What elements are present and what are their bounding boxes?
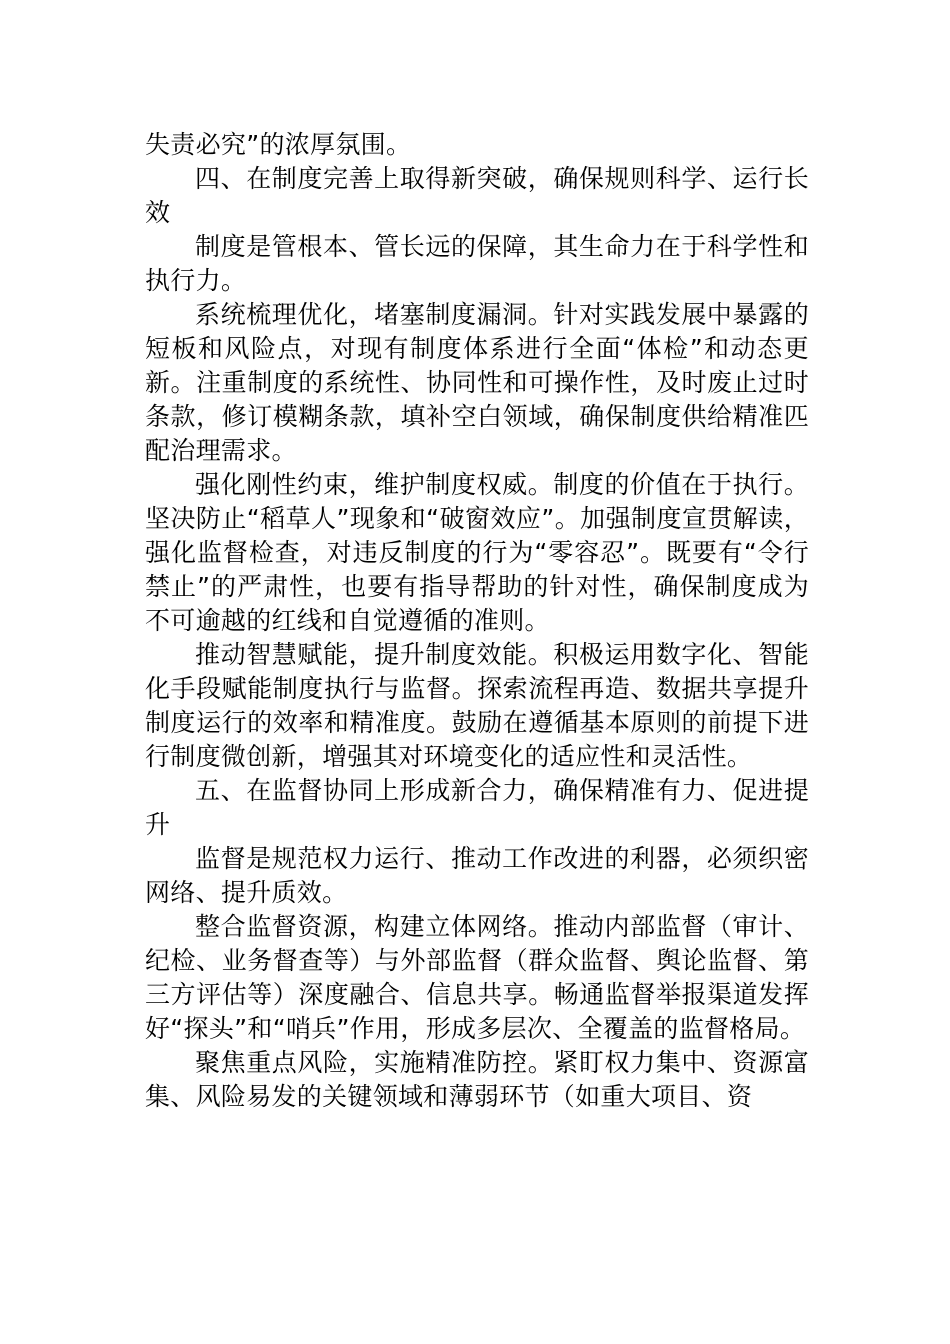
paragraph: 强化刚性约束，维护制度权威。制度的价值在于执行。坚决防止“稻草人”现象和“破窗效应”。加强制度宣贯解读，强化监督检查，对违反制度的行为“零容忍”。既要有“令行禁止”的严肃性，也要有指导帮助的针对性，确保制度成为不可逾越的红线和自觉遵循的准则。: [145, 470, 809, 635]
paragraph: 整合监督资源，构建立体网络。推动内部监督（审计、纪检、业务督查等）与外部监督（群众监督、舆论监督、第三方评估等）深度融合、信息共享。畅通监督举报渠道发挥好“探头”和“哨兵”作用，形成多层次、全覆盖的监督格局。: [145, 912, 809, 1043]
paragraph: 推动智慧赋能，提升制度效能。积极运用数字化、智能化手段赋能制度执行与监督。探索流程再造、数据共享提升制度运行的效率和精准度。鼓励在遵循基本原则的前提下进行制度微创新，增强其对环境变化的适应性和灵活性。: [145, 640, 809, 771]
paragraph: 聚焦重点风险，实施精准防控。紧盯权力集中、资源富集、风险易发的关键领域和薄弱环节（如重大项目、资: [145, 1048, 809, 1111]
section-heading-5: 五、在监督协同上形成新合力，确保精准有力、促进提升: [145, 776, 809, 839]
document-body: [145, 128, 809, 1114]
paragraph: 系统梳理优化，堵塞制度漏洞。针对实践发展中暴露的短板和风险点，对现有制度体系进行全面“体检”和动态更新。注重制度的系统性、协同性和可操作性，及时废止过时条款，修订模糊条款，填补空白领域，确保制度供给精准匹配治理需求。: [145, 300, 809, 465]
paragraph: 监督是规范权力运行、推动工作改进的利器，必须织密网络、提升质效。: [145, 844, 809, 907]
section-heading-4: 四、在制度完善上取得新突破，确保规则科学、运行长效: [145, 164, 809, 227]
paragraph-continuation: 失责必究”的浓厚氛围。: [145, 130, 412, 159]
paragraph: 制度是管根本、管长远的保障，其生命力在于科学性和执行力。: [145, 232, 809, 295]
